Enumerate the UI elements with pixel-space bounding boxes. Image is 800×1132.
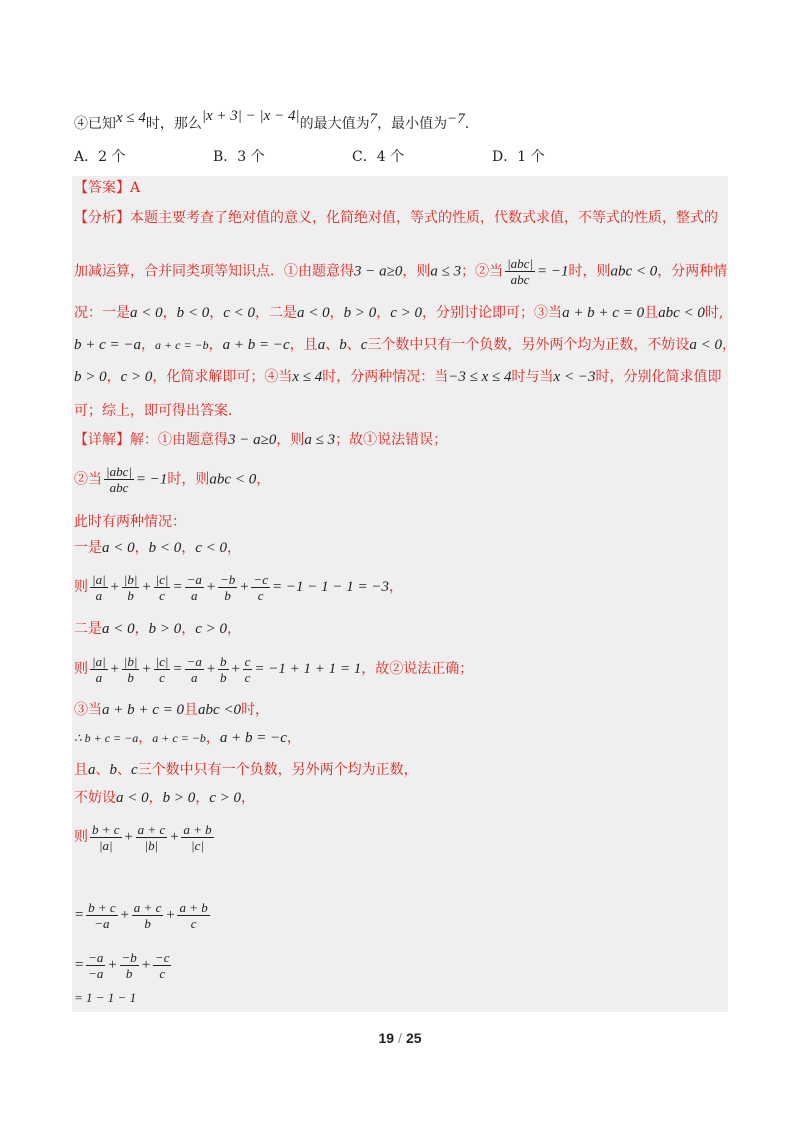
detail-text: 且	[184, 702, 199, 718]
detail-text: 【详解】解：①由题意得	[74, 432, 228, 448]
fraction-denominator: a	[95, 670, 103, 685]
fraction-numerator: |c|	[155, 654, 169, 669]
stmt4-end: .	[464, 116, 470, 132]
detail-math: a < 0	[102, 621, 135, 637]
option-a: A．2 个	[74, 149, 126, 165]
fraction	[90, 822, 122, 853]
fraction-denominator: −a	[94, 916, 110, 931]
detail-line-10: 且a、b、c三个数中只有一个负数，另外两个均为正数，	[74, 762, 418, 778]
detail-text: 则	[74, 578, 88, 595]
detail-text: ，则	[276, 432, 305, 448]
analysis-math: b	[339, 337, 347, 353]
page-number	[0, 1030, 800, 1046]
detail-math: b < 0	[148, 540, 182, 556]
analysis-line-1: 【分析】本题主要考查了绝对值的意义，化简绝对值，等式的性质，代数式求值，不等式的性质，整式的	[74, 210, 718, 226]
fraction	[120, 950, 139, 981]
fraction	[218, 654, 229, 685]
fraction-numerator: |c|	[155, 572, 169, 587]
analysis-line-2	[74, 256, 727, 287]
fraction-denominator: c	[257, 588, 264, 603]
fraction	[90, 572, 108, 603]
analysis-text: 时,	[704, 305, 724, 321]
detail-math: = −1	[135, 471, 168, 488]
detail-math: a + c = −b	[152, 731, 206, 745]
fraction-numerator: |a|	[92, 654, 106, 669]
fraction-denominator: a	[191, 588, 198, 603]
fraction-numerator: −c	[253, 572, 268, 587]
fraction-denominator: |b|	[144, 838, 159, 853]
detail-text: ②当	[74, 471, 102, 488]
fraction-denominator: c	[159, 670, 165, 685]
fraction-numerator: |a|	[92, 572, 106, 587]
analysis-text: ；②当	[461, 263, 504, 280]
fraction	[243, 654, 253, 685]
detail-expression: = $\frac{b + c}{-a}$ + $\frac{a + c}{b}$ + $\frac{a + b}{c}$	[74, 900, 208, 931]
detail-math: a + b + c = 0	[102, 702, 185, 718]
analysis-math: −3 ≤ x ≤ 4	[448, 369, 512, 385]
fraction-numerator: a + c	[137, 822, 166, 837]
detail-math: 3 − a≥0	[228, 432, 277, 448]
fraction-denominator: b	[125, 966, 133, 981]
fraction	[90, 654, 108, 685]
analysis-text: 加减运算，合并同类项等知识点．①由题意得	[74, 263, 354, 280]
fraction-numerator: b + c	[88, 900, 116, 915]
detail-math: abc < 0	[209, 471, 257, 488]
fraction	[505, 256, 535, 287]
fraction-denominator: b	[224, 588, 231, 603]
detail-text: 二是	[74, 621, 102, 637]
analysis-math: x < −3	[553, 369, 596, 385]
fraction-denominator: c	[159, 966, 166, 981]
detail-line-13	[74, 900, 212, 931]
fraction	[136, 822, 168, 853]
analysis-math: b > 0	[74, 369, 107, 385]
stmt4-condition: x ≤ 4	[116, 110, 146, 126]
analysis-math: b < 0	[176, 305, 210, 321]
stmt4-text: ④已知	[74, 116, 116, 132]
fraction-numerator: −a	[186, 654, 202, 669]
analysis-math: c > 0	[120, 369, 153, 385]
page-total: 25	[405, 1030, 422, 1046]
detail-text: 时，则	[167, 471, 210, 488]
fraction-denominator: b	[127, 670, 134, 685]
fraction	[86, 900, 118, 931]
analysis-math: a + c = −b	[155, 338, 209, 352]
detail-text: 则	[74, 828, 88, 845]
fraction-numerator: |b|	[123, 654, 138, 669]
detail-math: b	[109, 762, 117, 778]
detail-text: 则	[74, 660, 88, 677]
detail-line-14	[74, 950, 173, 981]
analysis-math: a < 0	[130, 305, 163, 321]
fraction-denominator: c	[159, 588, 165, 603]
analysis-math: a ≤ 3	[430, 263, 462, 280]
analysis-text: 时，则	[568, 263, 611, 280]
fraction-denominator: |a|	[98, 838, 113, 853]
fraction-denominator: b	[144, 916, 151, 931]
detail-text: ，故②说法正确；	[361, 660, 474, 677]
detail-line-7	[74, 654, 473, 685]
fraction	[153, 950, 172, 981]
fraction-numerator: |b|	[123, 572, 138, 587]
analysis-math: abc < 0	[610, 263, 658, 280]
fraction-numerator: |abc|	[106, 464, 132, 479]
detail-math: c	[131, 762, 138, 778]
fraction-numerator: −a	[88, 950, 104, 965]
analysis-math: b + c = −a	[74, 337, 142, 353]
fraction-numerator: b + c	[92, 822, 120, 837]
analysis-math: abc < 0	[658, 305, 705, 321]
fraction	[122, 572, 140, 603]
fraction	[177, 900, 209, 931]
fraction	[132, 900, 164, 931]
detail-text: ；故①说法错误；	[335, 432, 448, 448]
question-statement-4	[74, 106, 469, 134]
detail-result: = −1 + 1 + 1 = 1	[254, 660, 362, 677]
page-separator: /	[398, 1030, 402, 1046]
detail-line-5: 则 $\frac{|a|}{a}$ + $\frac{|b|}{b}$ + $\frac{|c|}{c}$ = $\frac{-a}{a}$ + $\frac{-b}{b}$ + $\frac{-c}{c}$ = −1 − 1 − 1 = −3，	[74, 572, 403, 603]
option-c: C．4 个	[352, 149, 405, 165]
fraction-denominator: b	[127, 588, 134, 603]
analysis-text: ，则	[402, 263, 431, 280]
analysis-text: 三个数中只有一个负数，另外两个均为正数，不妨设	[367, 337, 690, 353]
detail-text: 时，	[241, 702, 270, 718]
analysis-text: 且	[644, 305, 659, 321]
fraction-numerator: −a	[186, 572, 202, 587]
page-current: 19	[378, 1030, 395, 1046]
fraction	[154, 572, 171, 603]
detail-text: ③当	[74, 702, 102, 718]
fraction-numerator: −b	[121, 950, 137, 965]
detail-line-12	[74, 822, 216, 853]
analysis-text: ，分别讨论即可；③当	[422, 305, 563, 321]
detail-line-3: 此时有两种情况：	[74, 514, 186, 530]
answer-label: 【答案】A	[74, 180, 141, 196]
analysis-math: a < 0	[297, 305, 330, 321]
analysis-math: a + b = −c	[222, 337, 290, 353]
detail-expression: $\frac{|a|}{a}$ + $\frac{|b|}{b}$ + $\frac{|c|}{c}$ = $\frac{-a}{a}$ + $\frac{-b}{b}$ + $\frac{-c}{c}$ = −1 − 1 − 1 = −3	[92, 572, 389, 603]
analysis-text: ，化简求解即可；④当	[152, 369, 293, 385]
analysis-math: = −1	[537, 263, 569, 280]
fraction	[181, 822, 213, 853]
analysis-text: 况：一是	[74, 305, 130, 321]
stmt4-expression: |x + 3| − |x − 4|	[201, 108, 300, 124]
analysis-math: x ≤ 4	[292, 369, 323, 385]
fraction	[122, 654, 140, 685]
detail-line-2: ②当 $\frac{\text{|abc|}}{\text{abc}}$ = −1时，则abc < 0，	[74, 464, 271, 495]
fraction-numerator: |abc|	[507, 256, 534, 271]
fraction	[218, 572, 237, 603]
detail-result: = −1 − 1 − 1 = −3	[271, 578, 389, 595]
analysis-math: c > 0	[390, 305, 423, 321]
detail-math: b > 0	[148, 621, 182, 637]
detail-math: a < 0	[102, 540, 135, 556]
detail-expression: = $\frac{-a}{-a}$ + $\frac{-b}{b}$ + $\frac{-c}{c}$	[74, 950, 170, 981]
analysis-line-4: b + c = −a，a + c = −b，a + b = −c，且a、b、c三个数中只有一个负数，另外两个均为正数，不妨设a < 0，	[74, 337, 736, 353]
analysis-math: a + b + c = 0	[562, 305, 645, 321]
detail-text: 且	[74, 762, 88, 778]
detail-line-8	[74, 700, 269, 720]
detail-line-11: 不妨设a < 0，b > 0，c > 0，	[74, 790, 256, 806]
stmt4-text-b: 时，那么	[145, 116, 202, 132]
fraction	[185, 654, 204, 685]
detail-line-15	[74, 988, 136, 1008]
option-b: B．3 个	[213, 149, 265, 165]
detail-expression: $\frac{b + c}{|a|}$ + $\frac{a + c}{|b|}$ + $\frac{a + b}{|c|}$	[92, 822, 212, 853]
fraction-numerator: a + b	[183, 822, 212, 837]
analysis-math: c < 0	[223, 305, 256, 321]
stmt4-min: −7	[447, 111, 465, 127]
analysis-text: 时与当	[511, 369, 554, 385]
detail-math: a ≤ 3	[304, 432, 336, 448]
detail-math: c > 0	[195, 621, 228, 637]
analysis-math: 3 − a≥0	[354, 263, 403, 280]
fraction	[86, 950, 105, 981]
detail-text: 三个数中只有一个负数，另外两个均为正数，	[137, 762, 418, 778]
detail-math: a < 0	[116, 790, 149, 806]
analysis-math: b > 0	[343, 305, 377, 321]
analysis-line-3: 况：一是a < 0，b < 0，c < 0，二是a < 0，b > 0，c > 0，分别讨论即可；③当a + b + c = 0且abc < 0时,	[74, 305, 724, 321]
detail-line-9: ∴ b + c = −a，a + c = −b，a + b = −c，	[74, 730, 301, 746]
fraction	[104, 464, 134, 495]
detail-math: abc <0	[198, 702, 242, 718]
fraction	[154, 654, 171, 685]
detail-text: 一是	[74, 540, 102, 556]
fraction-denominator: c	[190, 916, 197, 931]
fraction	[251, 572, 270, 603]
fraction-denominator: −a	[88, 966, 104, 981]
analysis-text: ，且	[289, 337, 318, 353]
detail-math: c < 0	[195, 540, 228, 556]
stmt4-text-c: 的最大值为	[299, 116, 370, 132]
analysis-text: 时，分两种情况：当	[322, 369, 449, 385]
analysis-line-6: 可；综上，即可得出答案．	[74, 403, 242, 419]
analysis-math: c	[360, 337, 368, 353]
fraction-denominator: a	[95, 588, 103, 603]
detail-math: = 1 − 1 − 1	[74, 990, 137, 1005]
analysis-line-5: b > 0，c > 0，化简求解即可；④当x ≤ 4时，分两种情况：当−3 ≤ x ≤ 4时与当x < −3时，分别化简求值即	[74, 369, 722, 385]
stmt4-text-d: ，最小值为	[377, 116, 448, 132]
detail-text: 不妨设	[74, 790, 116, 806]
detail-line-4: 一是a < 0，b < 0，c < 0，	[74, 540, 242, 556]
analysis-text: 时，分别化简求值即	[595, 369, 722, 385]
stmt4-max: 7	[369, 111, 378, 127]
fraction-numerator: −c	[154, 950, 170, 965]
fraction	[185, 572, 204, 603]
fraction-numerator: −b	[220, 572, 236, 587]
fraction-denominator: abc	[510, 272, 530, 287]
detail-line-1	[74, 430, 447, 450]
fraction-numerator: a + c	[133, 900, 162, 915]
analysis-math: a	[317, 337, 326, 353]
fraction-denominator: a	[191, 670, 198, 685]
fraction-numerator: c	[244, 654, 251, 669]
detail-math: c > 0	[209, 790, 242, 806]
fraction-denominator: b	[220, 670, 227, 685]
fraction-numerator: b	[220, 654, 227, 669]
analysis-math: a < 0	[689, 337, 722, 353]
fraction-denominator: |c|	[191, 838, 204, 853]
option-d: D．1 个	[492, 149, 545, 165]
detail-math: a	[88, 762, 96, 778]
detail-expression: $\frac{|a|}{a}$ + $\frac{|b|}{b}$ + $\frac{|c|}{c}$ = $\frac{-a}{a}$ + $\frac{b}{b}$ + $\frac{c}{c}$ = −1 + 1 + 1 = 1	[92, 654, 362, 685]
detail-line-6: 二是a < 0，b > 0，c > 0，	[74, 621, 242, 637]
fraction-numerator: a + b	[179, 900, 208, 915]
analysis-text: ，分两种情	[657, 263, 728, 280]
detail-math: b > 0	[162, 790, 196, 806]
fraction-denominator: c	[244, 670, 251, 685]
detail-math: ∴ b + c = −a	[74, 731, 139, 745]
fraction-denominator: abc	[109, 480, 129, 495]
analysis-text: ，二是	[255, 305, 298, 321]
detail-math: a + b = −c	[219, 730, 287, 746]
